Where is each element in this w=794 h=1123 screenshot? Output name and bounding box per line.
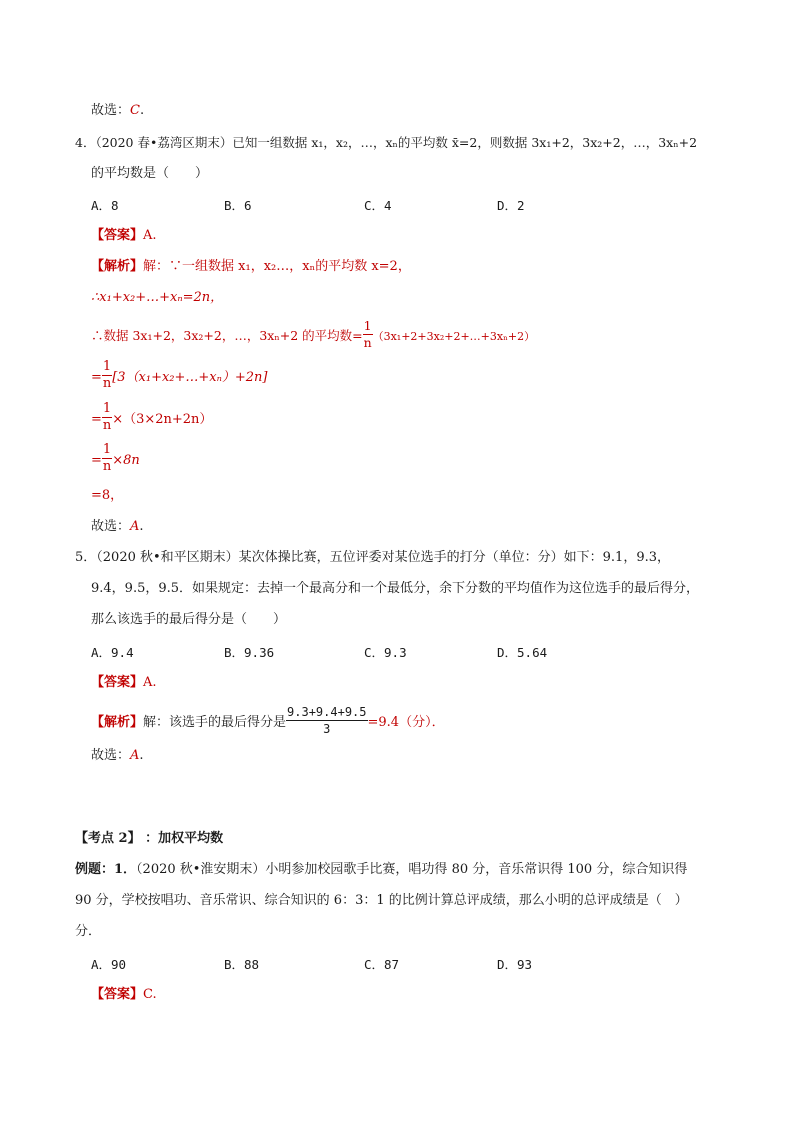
q4-analysis-line1	[91, 258, 411, 276]
example1-stem-line1	[75, 861, 687, 879]
fraction-numerator: 1	[102, 442, 112, 457]
fraction	[286, 704, 367, 737]
choose-prefix: 故选：	[91, 748, 131, 763]
example-text: （2020 秋•淮安期末）小明参加校园歌手比赛，唱功得 80 分，音乐常识得 100 分，综合知识得	[136, 862, 688, 877]
choose-suffix: .	[139, 519, 144, 534]
answer-tag: 【答案】	[91, 228, 144, 243]
choose-prefix: 故选：	[91, 519, 131, 534]
example-label: 例题：1．	[75, 862, 137, 877]
example1-option-c: C．87	[364, 957, 400, 972]
section-heading	[75, 830, 223, 848]
answer-value: A.	[143, 228, 157, 243]
q5-option-b: B．9.36	[224, 645, 275, 660]
analysis-tag: 【解析】	[91, 715, 144, 730]
q5-answer-line	[91, 674, 157, 692]
fraction-denominator: n	[363, 335, 372, 350]
q4-analysis-line4	[91, 361, 268, 394]
choose-prefix: 故选：	[91, 103, 131, 118]
example1-stem-line3: 分．	[75, 924, 102, 939]
analysis-text: ×（3×2n+2n）	[112, 412, 213, 427]
fraction	[102, 401, 112, 434]
q5-choice-line	[91, 747, 144, 765]
analysis-text: ∴数据 3x₁+2，3x₂+2，…，3xₙ+2 的平均数=	[91, 328, 363, 343]
q4-option-b: B．6	[224, 198, 252, 213]
example1-option-d: D．93	[497, 957, 533, 972]
section-title: ：加权平均数	[145, 831, 224, 846]
q3-choice-line	[91, 102, 144, 120]
q4-analysis-line7: =8，	[91, 488, 124, 503]
example1-option-a: A．90	[91, 957, 127, 972]
equals: =	[91, 453, 102, 468]
choose-suffix: .	[139, 103, 145, 118]
analysis-text: 解：该选手的最后得分是	[143, 715, 287, 730]
choose-answer: C	[130, 103, 140, 118]
fraction-numerator: 1	[102, 401, 112, 416]
choose-answer: A	[130, 519, 140, 534]
equals: =	[91, 412, 102, 427]
choose-suffix: .	[139, 748, 144, 763]
fraction-denominator: n	[102, 418, 112, 433]
q4-stem-line2: 的平均数是（ ）	[91, 166, 209, 181]
fraction-denominator: n	[102, 459, 112, 474]
q4-analysis-line5	[91, 403, 212, 436]
fraction-denominator: n	[102, 376, 112, 391]
q4-analysis-line3	[91, 320, 535, 353]
q5-option-a: A．9.4	[91, 645, 134, 660]
fraction-numerator: 1	[363, 318, 372, 333]
q5-analysis-line	[91, 706, 445, 739]
answer-tag: 【答案】	[91, 675, 144, 690]
q4-option-c: C．4	[364, 198, 392, 213]
fraction-numerator: 1	[102, 359, 112, 374]
analysis-tag: 【解析】	[91, 259, 144, 274]
q4-answer-line	[91, 227, 157, 245]
q5-stem-line3: 那么该选手的最后得分是（ ）	[91, 612, 287, 627]
example1-option-b: B．88	[224, 957, 260, 972]
q4-analysis-line2: ∴x₁+x₂+…+xₙ=2n，	[91, 290, 224, 305]
q4-choice-line	[91, 518, 144, 536]
q5-option-c: C．9.3	[364, 645, 407, 660]
q4-stem-line1: 4．（2020 春•荔湾区期末）已知一组数据 x₁，x₂，…，xₙ的平均数 x̄=2，则数据 3x₁+2，3x₂+2，…，3xₙ+2	[75, 135, 698, 150]
fraction	[102, 359, 112, 392]
analysis-result: =9.4（分）．	[367, 715, 445, 730]
analysis-text: 解：∵一组数据 x₁，x₂…，xₙ的平均数 x=2，	[143, 259, 411, 274]
analysis-text: ×8n	[112, 453, 140, 468]
answer-value: C.	[143, 987, 157, 1002]
fraction-denominator: 3	[323, 722, 331, 736]
q5-stem-line1: 5．（2020 秋•和平区期末）某次体操比赛，五位评委对某位选手的打分（单位：分）如下：9.1，9.3，	[75, 550, 671, 565]
example1-answer-line	[91, 986, 157, 1004]
analysis-text: [3（x₁+x₂+…+xₙ）+2n]	[112, 370, 268, 385]
example1-stem-line2: 90 分，学校按唱功、音乐常识、综合知识的 6：3：1 的比例计算总评成绩，那么小明的总评成绩是（ ）	[75, 893, 688, 908]
answer-tag: 【答案】	[91, 987, 144, 1002]
fraction	[102, 442, 112, 475]
answer-value: A.	[143, 675, 157, 690]
q4-analysis-line6	[91, 444, 140, 477]
q5-option-d: D．5.64	[497, 645, 548, 660]
analysis-text: （3x₁+2+3x₂+2+…+3xₙ+2）	[372, 330, 536, 343]
q4-option-a: A．8	[91, 198, 119, 213]
fraction-numerator: 9.3+9.4+9.5	[287, 705, 367, 719]
section-label: 【考点 2】	[75, 831, 141, 846]
fraction	[363, 318, 373, 351]
equals: =	[91, 370, 102, 385]
q5-stem-line2: 9.4，9.5，9.5．如果规定：去掉一个最高分和一个最低分，余下分数的平均值作为这位选手的最后得分，	[91, 581, 700, 596]
q4-option-d: D．2	[497, 198, 525, 213]
choose-answer: A	[130, 748, 140, 763]
